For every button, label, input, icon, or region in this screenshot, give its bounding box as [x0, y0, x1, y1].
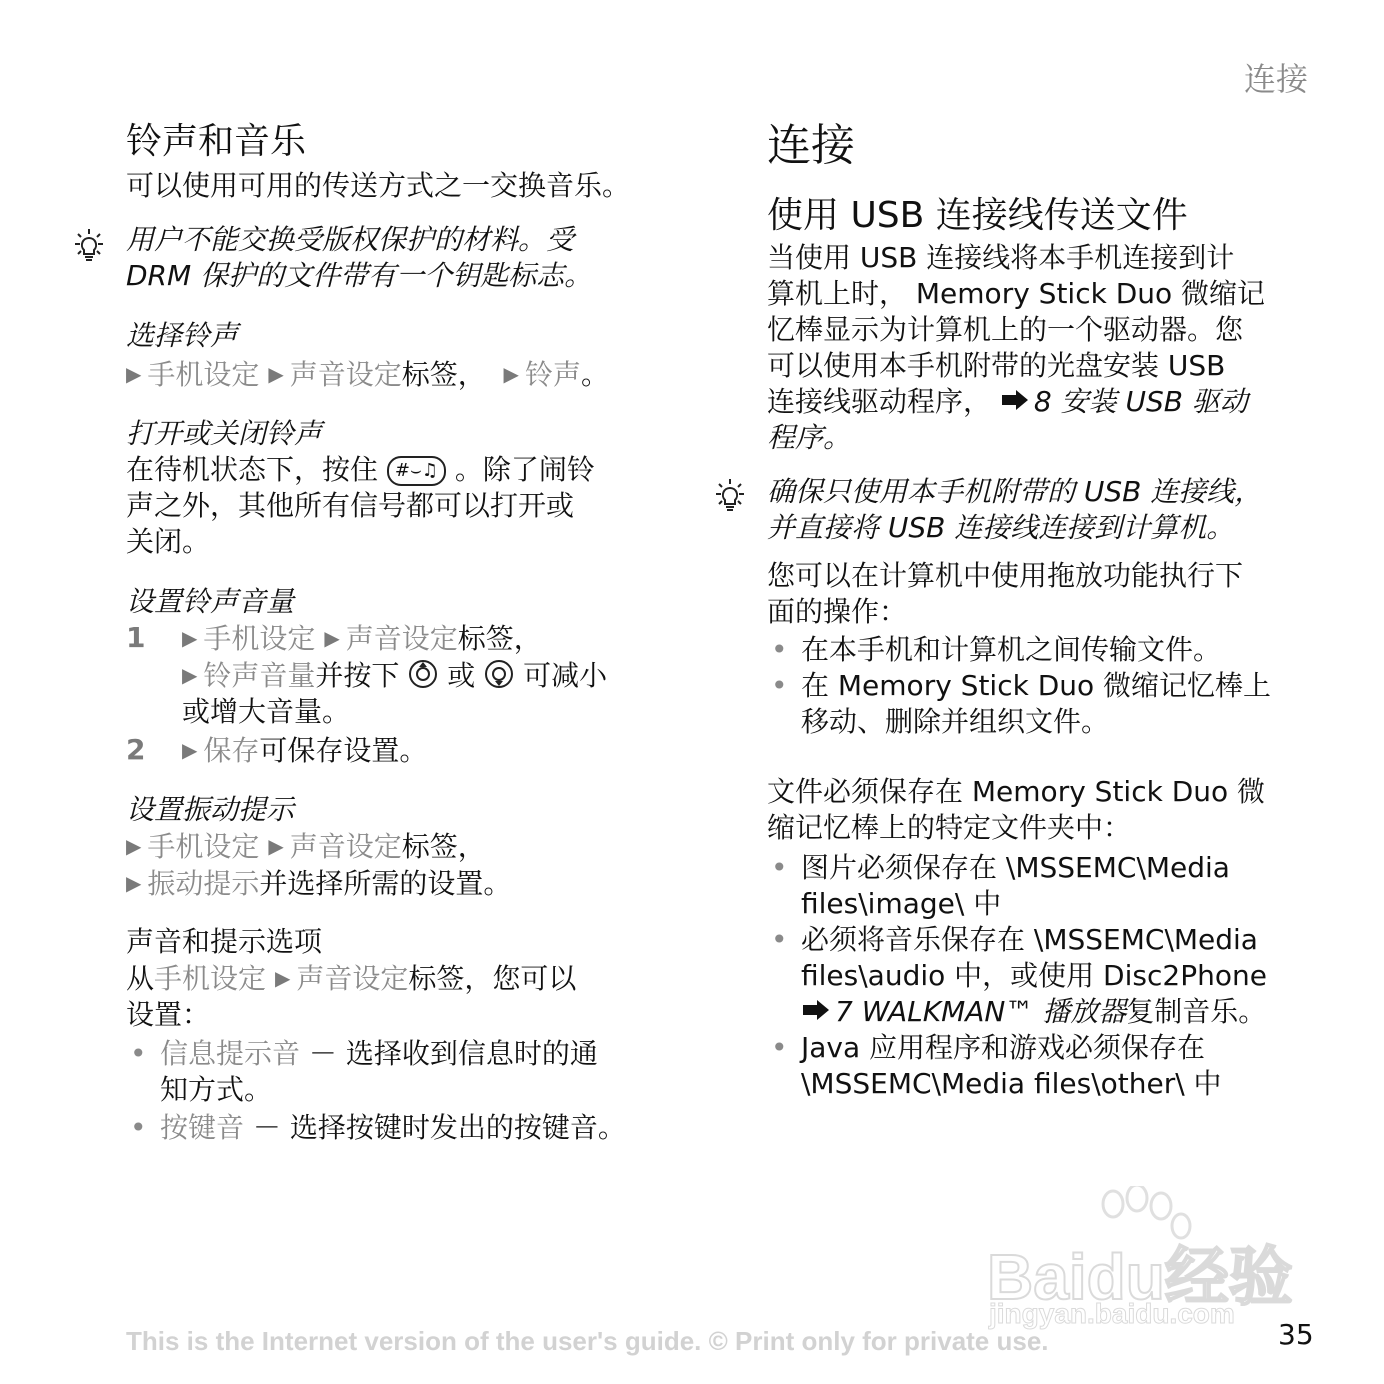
heading-select-ringtone: 选择铃声 — [126, 319, 239, 352]
text: 从 — [126, 962, 155, 995]
menu-key-sound[interactable]: 按键音 — [160, 1111, 245, 1144]
tip-line: 用户不能交换受版权保护的材料。受 — [126, 223, 575, 256]
menu-phone-settings[interactable]: 手机设定 — [147, 830, 260, 863]
text: 或增大音量。 — [182, 695, 351, 728]
bullet-icon: • — [130, 1111, 147, 1144]
folder-paragraph — [767, 774, 1265, 846]
heading-toggle-ringtone: 打开或关闭铃声 — [126, 417, 323, 450]
arrow-icon: ▶ — [274, 966, 291, 990]
text: 声之外，其他所有信号都可以打开或 — [126, 489, 575, 522]
text: 并选择所需的设置。 — [259, 867, 512, 900]
watermark-text: Bai — [987, 1241, 1087, 1313]
select-ringtone-path — [126, 356, 609, 393]
text: 在 Memory Stick Duo 微缩记忆棒上 — [801, 669, 1272, 702]
text: 当使用 USB 连接线将本手机连接到计 — [767, 241, 1235, 274]
text: files\audio 中，或使用 Disc2Phone — [801, 959, 1267, 992]
watermark-text: 经验 — [1164, 1241, 1293, 1313]
list-item — [126, 1036, 686, 1108]
path-text: 。 — [580, 358, 609, 391]
lightbulb-tip-icon — [709, 476, 751, 518]
menu-phone-settings[interactable]: 手机设定 — [147, 358, 260, 391]
arrow-icon: ▶ — [182, 663, 198, 687]
menu-save[interactable]: 保存 — [203, 734, 260, 767]
chapter-header: 连接 — [1244, 60, 1309, 98]
navigation-key-down-icon — [484, 659, 514, 689]
list-item — [767, 922, 1327, 1030]
heading-sound-options: 声音和提示选项 — [126, 925, 323, 958]
bullet-icon: • — [771, 633, 788, 666]
menu-sound-settings[interactable]: 声音设定 — [289, 358, 402, 391]
text: 标签， — [457, 622, 542, 655]
vibrate-path — [126, 828, 511, 902]
folder-list — [767, 850, 1327, 1102]
ringtones-intro: 可以使用可用的传送方式之一交换音乐。 — [126, 169, 631, 202]
navigation-key-up-icon — [408, 659, 438, 689]
text: Java 应用程序和游戏必须保存在 — [801, 1031, 1206, 1064]
arrow-icon: ▶ — [268, 362, 284, 386]
step-1 — [126, 620, 686, 730]
hash-silent-key-icon: #⌣♫ — [387, 456, 446, 486]
text: 设置： — [126, 998, 211, 1031]
usb-heading: 使用 USB 连接线传送文件 — [767, 195, 1188, 236]
text: 标签， — [401, 830, 486, 863]
heading-vibrate: 设置振动提示 — [126, 793, 295, 826]
bullet-icon: • — [771, 851, 788, 884]
text: 文件必须保存在 Memory Stick Duo 微 — [767, 775, 1266, 808]
path-text: 标签， — [401, 358, 486, 391]
bullet-icon: • — [130, 1037, 147, 1070]
arrow-icon: ▶ — [126, 871, 142, 895]
text: \MSSEMC\Media files\other\ 中 — [801, 1067, 1222, 1100]
menu-sound-settings[interactable]: 声音设定 — [296, 962, 409, 995]
reference-link[interactable]: 7 WALKMAN™ 播放器 — [835, 995, 1127, 1028]
step-number: 1 — [126, 621, 146, 654]
reference-link[interactable]: 8 安装 USB 驱动 — [1033, 385, 1248, 418]
watermark-text: du — [1086, 1241, 1165, 1313]
lightbulb-tip-icon — [68, 226, 110, 268]
arrow-icon: ▶ — [268, 834, 284, 858]
page-number: 35 — [1278, 1318, 1314, 1351]
text: 面的操作： — [767, 595, 908, 628]
text: 复制音乐。 — [1126, 995, 1267, 1028]
arrow-icon: ▶ — [126, 362, 142, 386]
text: － 选择收到信息时的通 — [300, 1037, 598, 1070]
menu-sound-settings[interactable]: 声音设定 — [345, 622, 458, 655]
text: 算机上时， Memory Stick Duo 微缩记 — [767, 277, 1266, 310]
text: 并按下 — [315, 659, 400, 692]
step-2 — [126, 732, 686, 769]
bullet-icon: • — [771, 669, 788, 702]
text: 缩记忆棒上的特定文件夹中： — [767, 811, 1132, 844]
text: 可以使用本手机附带的光盘安装 USB — [767, 349, 1226, 382]
arrow-icon: ▶ — [324, 626, 340, 650]
section-title-connect — [767, 120, 855, 172]
drag-drop-list — [767, 632, 1327, 740]
menu-phone-settings[interactable]: 手机设定 — [203, 622, 316, 655]
tip-line: 确保只使用本手机附带的 USB 连接线， — [767, 475, 1263, 508]
step-number: 2 — [126, 733, 146, 766]
heading-ring-volume: 设置铃声音量 — [126, 585, 295, 618]
toggle-ringtone-text — [126, 452, 686, 560]
sound-options-intro — [126, 960, 576, 1033]
connect-title: 连接 — [767, 120, 855, 171]
sound-options-list — [126, 1036, 686, 1146]
menu-message-alert[interactable]: 信息提示音 — [160, 1037, 301, 1070]
usb-paragraph — [767, 240, 1327, 456]
text: 或 — [447, 659, 476, 692]
text: 标签，您可以 — [408, 962, 577, 995]
text: 关闭。 — [126, 525, 211, 558]
menu-phone-settings[interactable]: 手机设定 — [154, 962, 267, 995]
text: － 选择按键时发出的按键音。 — [244, 1111, 626, 1144]
tip-usb — [767, 474, 1262, 546]
text: 在本手机和计算机之间传输文件。 — [801, 633, 1222, 666]
bullet-icon: • — [771, 1031, 788, 1064]
bullet-icon: • — [771, 923, 788, 956]
page-reference-arrow-icon — [1000, 389, 1030, 411]
text: 移动、删除并组织文件。 — [801, 705, 1110, 738]
text: 您可以在计算机中使用拖放功能执行下 — [767, 559, 1244, 592]
tip-line: 并直接将 USB 连接线连接到计算机。 — [767, 511, 1235, 544]
text: 可保存设置。 — [259, 734, 428, 767]
menu-ring-volume[interactable]: 铃声音量 — [203, 659, 316, 692]
list-item — [767, 632, 1327, 668]
text: 必须将音乐保存在 \MSSEMC\Media — [801, 923, 1258, 956]
list-item — [767, 850, 1327, 922]
tip-drm — [126, 222, 592, 294]
list-item — [126, 1110, 686, 1146]
ring-volume-steps — [126, 620, 686, 769]
text: 在待机状态下，按住 — [126, 453, 379, 486]
footer-notice: This is the Internet version of the user's guide. © Print only for private use. — [126, 1326, 1049, 1356]
list-item — [767, 668, 1327, 740]
text: 图片必须保存在 \MSSEMC\Media — [801, 851, 1230, 884]
text: 连接线驱动程序， — [767, 385, 992, 418]
text: 可减小 — [523, 659, 608, 692]
tip-line: DRM 保护的文件带有一个钥匙标志。 — [126, 259, 593, 292]
text: 忆棒显示为计算机上的一个驱动器。您 — [767, 313, 1244, 346]
section-title-ringtones — [126, 120, 306, 164]
arrow-icon: ▶ — [182, 738, 198, 762]
baidu-watermark — [985, 1186, 1305, 1336]
menu-ringtone[interactable]: 铃声 — [524, 358, 581, 391]
menu-sound-settings[interactable]: 声音设定 — [289, 830, 402, 863]
ringtones-title: 铃声和音乐 — [126, 121, 307, 162]
text: files\image\ 中 — [801, 887, 1002, 920]
page-reference-arrow-icon — [801, 999, 831, 1021]
arrow-icon: ▶ — [503, 362, 519, 386]
menu-vibrate-alert[interactable]: 振动提示 — [147, 867, 260, 900]
text: 。除了闹铃 — [454, 453, 595, 486]
reference-link[interactable]: 程序。 — [767, 421, 852, 454]
list-item — [767, 1030, 1327, 1102]
drag-drop-paragraph — [767, 558, 1243, 630]
arrow-icon: ▶ — [126, 834, 142, 858]
text: 知方式。 — [160, 1073, 273, 1106]
watermark-url: jingyan.baidu.com — [989, 1298, 1235, 1329]
arrow-icon: ▶ — [182, 626, 198, 650]
